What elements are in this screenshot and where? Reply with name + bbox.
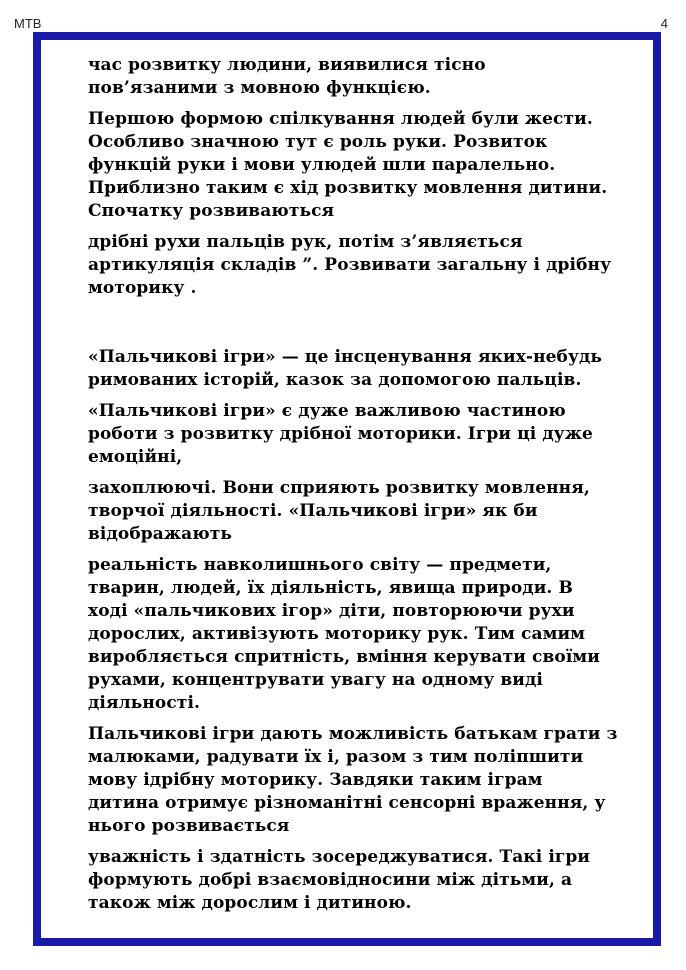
paragraph-2: Першою формою спілкування людей були жести. Особливо значною тут є роль руки. Розвиток функцій руки і мови улюдей шли паралельно. Приблизно таким є хід розвитку мовлення дитини. Спочатку розвиваються (88, 109, 608, 221)
paragraph-3: дрібні рухи пальців рук, потім з’являється артикуляція складів ”. Розвивати загальну і дрібну моторику . (88, 232, 612, 298)
paragraph-5: «Пальчикові ігри» є дуже важливою частиною роботи з розвитку дрібної моторики. Ігри ці дуже емоційні, (88, 401, 593, 467)
paragraph-6: захоплюючі. Вони сприяють розвитку мовлення, творчої діяльності. «Пальчикові ігри» як би відображають (88, 478, 590, 544)
page-number: 4 (660, 16, 668, 31)
document-body (88, 54, 618, 923)
paragraph-9: уважність і здатність зосереджуватися. Такі ігри формують добрі взаємовідносини між дітьми, а також між дорослим і дитиною. (88, 847, 591, 913)
paragraph-7: реальність навколишнього світу — предмети, тварин, людей, їх діяльність, явища природи. В ході «пальчикових ігор» діти, повторюючи рухи дорослих, активізують моторику рук. Тим самим виробляється спритність, вміння керувати своїми рухами, концентрувати увагу на одному виді діяльності. (88, 555, 600, 713)
paragraph-1: час розвитку людини, виявилися тісно пов’язаними з мовною функцією. (88, 55, 486, 98)
page-frame (33, 32, 661, 946)
paragraph-8: Пальчикові ігри дають можливість батькам грати з малюками, радувати їх і, разом з тим поліпшити мову ідрібну моторику. Завдяки таким іграм дитина отримує різноманітні сенсорні враження, у нього розвивається (88, 724, 618, 836)
header-label: МТВ (14, 16, 42, 31)
paragraph-4: «Пальчикові ігри» — це інсценування яких-небудь римованих історій, казок за допомогою пальців. (88, 347, 603, 390)
